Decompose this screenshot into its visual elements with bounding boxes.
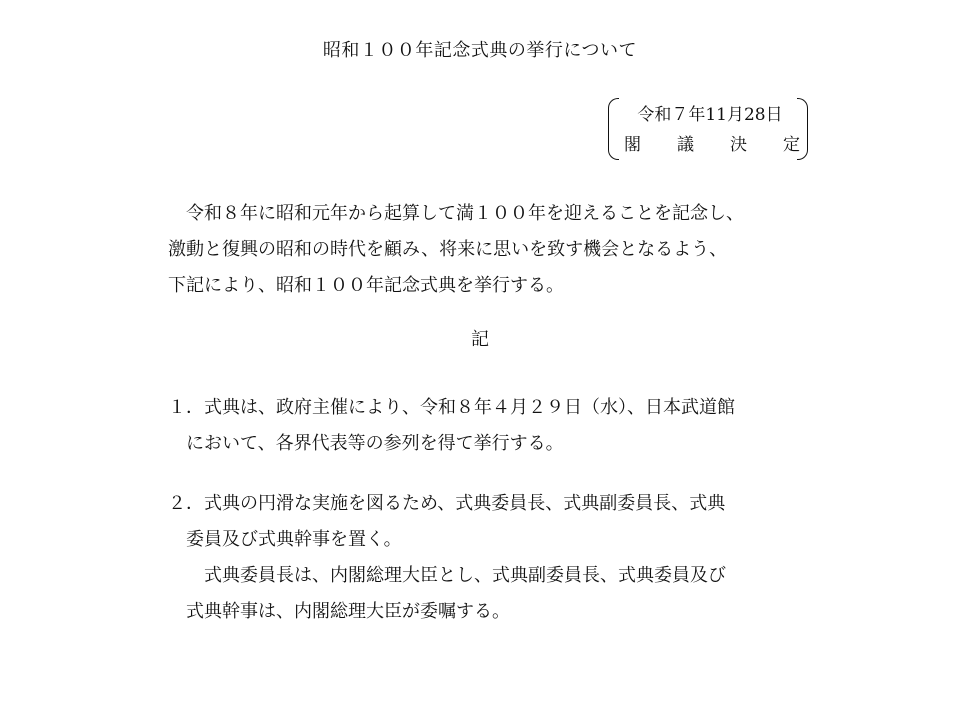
intro-line: 下記により、昭和１００年記念式典を挙行する。: [168, 275, 564, 296]
intro-line: 激動と復興の昭和の時代を顧み、将来に思いを致す機会となるよう、: [168, 239, 728, 260]
item-line: 式典幹事は、内閣総理大臣が委嘱する。: [186, 601, 510, 622]
left-bracket: [608, 98, 619, 160]
item-line: １．式典は、政府主催により、令和８年４月２９日（水）、日本武道館: [168, 397, 735, 418]
decision-char: 定: [783, 135, 800, 155]
decision-char: 閣: [624, 135, 641, 155]
decision-date: 令和７年11月28日: [637, 105, 783, 125]
item-line: 式典委員長は、内閣総理大臣とし、式典副委員長、式典委員及び: [204, 565, 726, 586]
item-2: [168, 486, 808, 630]
intro-paragraph: [168, 196, 808, 304]
item-1: [168, 390, 808, 462]
intro-line: 令和８年に昭和元年から起算して満１００年を迎えることを記念し、: [186, 203, 744, 224]
item-line: において、各界代表等の参列を得て挙行する。: [186, 433, 564, 454]
decision-char: 議: [677, 135, 694, 155]
cabinet-decision-stamp: [608, 98, 808, 162]
decision-label: [624, 130, 800, 155]
item-line: 委員及び式典幹事を置く。: [186, 529, 402, 550]
ki-heading: 記: [471, 329, 489, 350]
decision-char: 決: [730, 135, 747, 155]
item-line: ２．式典の円滑な実施を図るため、式典委員長、式典副委員長、式典: [168, 493, 726, 514]
document-title: 昭和１００年記念式典の挙行について: [322, 40, 638, 61]
